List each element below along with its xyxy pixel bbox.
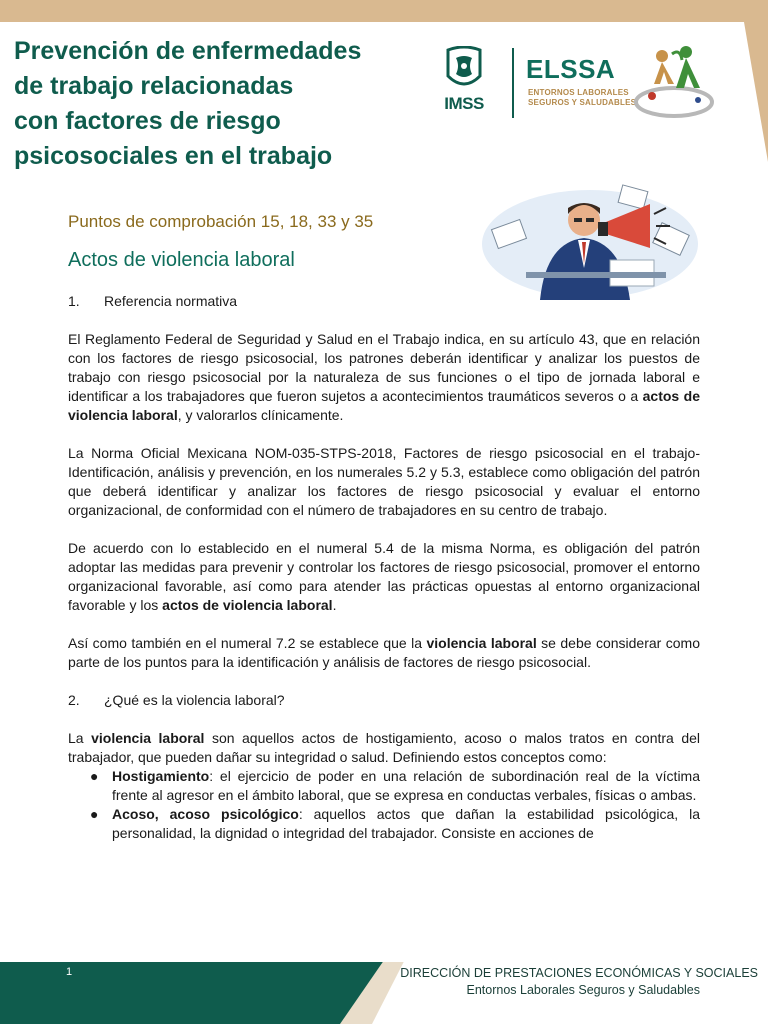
text-run: son aquellos actos de hostigamiento, acoso o malos tratos en contra del trabajador, que pueden dañar su integridad o salud. Definiendo estos conceptos como: (68, 730, 701, 765)
title-line-2: de trabajo relacionadas (14, 72, 294, 100)
title-line-1: Prevención de enfermedades (14, 37, 362, 65)
section-2-paragraph-1 (68, 729, 700, 767)
section-1-heading (68, 292, 700, 311)
footer-program: Entornos Laborales Seguros y Saludables (466, 983, 700, 997)
top-right-decorative-wedge (744, 22, 768, 162)
text-run: Así como también en el numeral 7.2 se establece que la (68, 635, 427, 651)
title-line-4: psicosociales en el trabajo (14, 142, 333, 170)
section-1-number: 1. (68, 293, 80, 309)
definition-term: Acoso, acoso psicológico (112, 806, 299, 822)
emphasis-text: violencia laboral (426, 635, 537, 651)
definition-text: : el ejercicio de poder en una relación de subordinación real de la víctima frente al agresor en el ámbito laboral, que se expresa en conductas verbales, físicas o ambas. (112, 768, 700, 803)
emphasis-text: violencia laboral (91, 730, 205, 746)
section-2-title: ¿Qué es la violencia laboral? (104, 692, 285, 708)
imss-wordmark: IMSS (444, 94, 484, 113)
section-1-paragraph-4 (68, 634, 700, 672)
elssa-people-logo-icon (632, 44, 716, 120)
bullet-icon: ● (90, 768, 99, 784)
elssa-subtitle-line-2: SEGUROS Y SALUDABLES (528, 98, 637, 107)
section-1-title: Referencia normativa (104, 293, 238, 309)
section-1-paragraph-3 (68, 539, 700, 615)
document-body (68, 292, 700, 843)
document-title (14, 34, 434, 174)
emphasis-text: actos de violencia laboral (162, 597, 333, 613)
definitions-list (68, 767, 700, 843)
emphasis-text: actos de violencia laboral (68, 388, 700, 423)
definition-term: Hostigamiento (112, 768, 210, 784)
page-number: 1 (66, 966, 73, 978)
text-run: se debe considerar como parte de los puntos para la identificación y análisis de factores de riesgo psicosocial. (68, 635, 700, 670)
section-1-paragraph-2: La Norma Oficial Mexicana NOM-035-STPS-2018, Factores de riesgo psicosocial en el trabajo-Identificación, análisis y prevención, en los numerales 5.2 y 5.3, establece como obligación del patrón que deberá identificar y analizar los factores de riesgo psicosocial y evaluar el entorno organizacional, de conformidad con el número de trabajadores en su centro de trabajo. (68, 445, 700, 518)
list-item (90, 767, 700, 805)
section-2-number: 2. (68, 692, 80, 708)
text-run: . (332, 597, 337, 613)
text-run: El Reglamento Federal de Seguridad y Salud en el Trabajo indica, en su artículo 43, que en relación con los factores de riesgo psicosocial, los patrones deberán identificar y analizar los puestos de trabajo con riesgo psicosocial por la naturaleza de sus funciones o el tipo de jornada laboral e identificar a los trabajadores que fueron sujetos a acontecimientos traumáticos severos o a (68, 331, 700, 404)
imss-eagle-logo-icon (438, 46, 490, 94)
section-2-heading (68, 691, 700, 710)
footer-department: DIRECCIÓN DE PRESTACIONES ECONÓMICAS Y SOCIALES (400, 966, 758, 980)
section-1-paragraph-1 (68, 330, 700, 425)
text-run: La (68, 730, 92, 746)
logo-divider (512, 48, 514, 118)
logo-area (436, 44, 726, 124)
elssa-subtitle-line-1: ENTORNOS LABORALES (528, 88, 629, 97)
text-run: De acuerdo con lo establecido en el numeral 5.4 de la misma Norma, es obligación del patrón adoptar las medidas para prevenir y controlar los factores de riesgo psicosocial, promover el entorno organizacional favorable, así como para atender las prácticas opuestas al entorno organizacional favorable y los (68, 540, 700, 613)
title-line-3: con factores de riesgo (14, 107, 281, 135)
definition-text: : aquellos actos que dañan la estabilidad psicológica, la personalidad, la dignidad o integridad del trabajador. Consiste en acciones de (112, 806, 701, 841)
section-title: Actos de violencia laboral (68, 249, 295, 271)
bullet-icon: ● (90, 806, 99, 822)
angry-boss-megaphone-illustration (480, 168, 702, 300)
text-run: , y valorarlos clínicamente. (177, 407, 344, 423)
list-item (90, 805, 700, 843)
checkpoints-heading: Puntos de comprobación 15, 18, 33 y 35 (68, 212, 374, 231)
top-decorative-band (0, 0, 768, 22)
elssa-wordmark: ELSSA (526, 54, 616, 84)
